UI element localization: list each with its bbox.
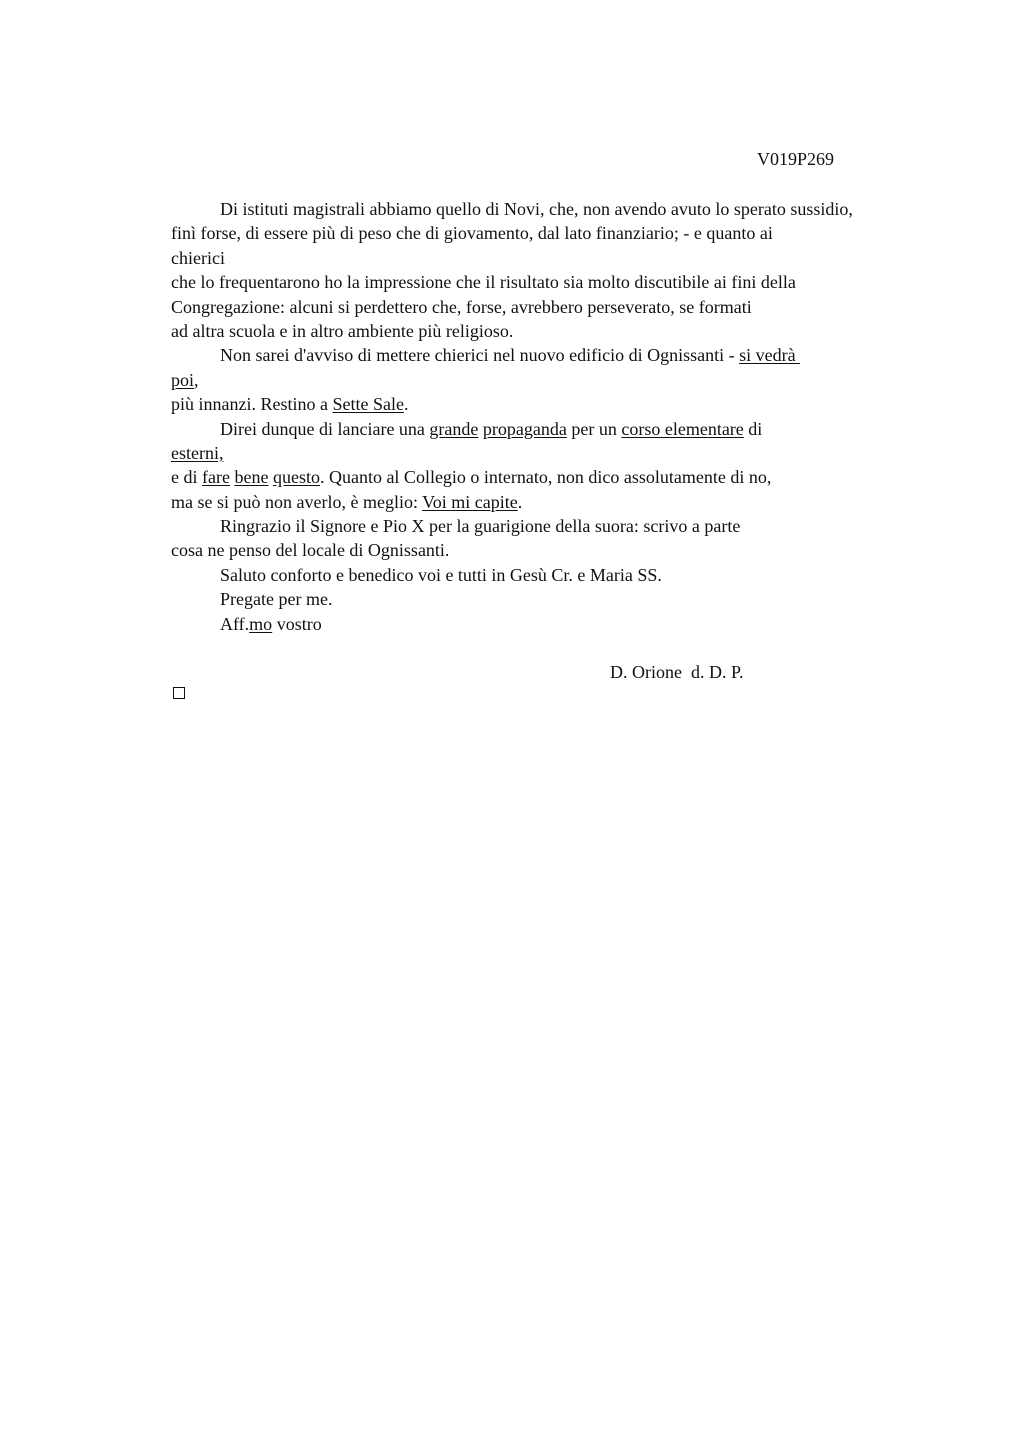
line-text: ad altra scuola e in altro ambiente più religioso. <box>171 320 514 341</box>
underlined-text: corso elementare <box>621 418 744 439</box>
page-reference: V019P269 <box>757 149 835 169</box>
letter-line <box>171 612 961 636</box>
letter-line <box>171 270 961 294</box>
line-text: . <box>403 394 409 415</box>
end-of-text-box <box>173 687 185 699</box>
line-text: Aff. <box>220 613 250 634</box>
letter-body <box>171 197 961 636</box>
line-text: Di istituti magistrali abbiamo quello di Novi, che, non avendo avuto lo sperato sussidio, <box>220 199 853 219</box>
letter-line <box>171 514 961 538</box>
line-text: chierici <box>171 247 225 268</box>
line-text: . Quanto al Collegio o internato, non dico assolutamente di no, <box>319 467 772 488</box>
letter-line <box>171 197 961 221</box>
underlined-text: fare <box>202 467 230 488</box>
underlined-text: bene <box>234 467 269 488</box>
letter-line <box>171 221 961 245</box>
underlined-text: grande <box>429 418 479 439</box>
line-text: che lo frequentarono ho la impressione che il risultato sia molto discutibile ai fini della <box>171 272 796 293</box>
letter-line <box>171 319 961 343</box>
letter-line <box>171 538 961 562</box>
underlined-text: questo <box>272 467 320 488</box>
underlined-text: poi <box>171 369 195 390</box>
line-text: Non sarei d'avviso di mettere chierici nel nuovo edificio di Ognissanti - <box>220 345 740 366</box>
line-text: e di <box>171 467 202 488</box>
line-text: Saluto conforto e benedico voi e tutti in Gesù Cr. e Maria SS. <box>220 564 662 585</box>
line-text: Ringrazio il Signore e Pio X per la guarigione della suora: scrivo a parte <box>220 516 741 537</box>
underlined-text: esterni, <box>171 442 224 463</box>
letter-line <box>171 441 961 465</box>
line-text: finì forse, di essere più di peso che di giovamento, dal lato finanziario; - e quanto ai <box>171 223 773 244</box>
line-text: più innanzi. Restino a <box>171 394 333 415</box>
line-text: , <box>194 369 199 390</box>
letter-line <box>171 417 961 441</box>
line-text: per un <box>566 418 622 439</box>
line-text: cosa ne penso del locale di Ognissanti. <box>171 540 450 561</box>
underlined-text: si vedrà <box>739 345 801 366</box>
letter-line <box>171 295 961 319</box>
letter-line <box>171 343 961 367</box>
underlined-text: mo <box>249 613 273 634</box>
line-text: di <box>743 418 763 439</box>
line-text: Congregazione: alcuni si perdettero che, forse, avrebbero perseverato, se formati <box>171 296 752 317</box>
letter-line <box>171 368 961 392</box>
line-text: Pregate per me. <box>220 589 333 610</box>
letter-line <box>171 465 961 489</box>
letter-line <box>171 246 961 270</box>
underlined-text: Voi mi capite <box>422 491 518 512</box>
line-text: vostro <box>272 613 322 634</box>
letter-line <box>171 392 961 416</box>
underlined-text: propaganda <box>482 418 567 439</box>
signature: D. Orione d. D. P. <box>610 662 744 682</box>
letter-line <box>171 490 961 514</box>
line-text: . <box>517 491 523 512</box>
underlined-text: Sette Sale <box>332 394 404 415</box>
line-text: Direi dunque di lanciare una <box>220 418 430 439</box>
letter-line <box>171 587 961 611</box>
letter-line <box>171 563 961 587</box>
line-text: ma se si può non averlo, è meglio: <box>171 491 423 512</box>
